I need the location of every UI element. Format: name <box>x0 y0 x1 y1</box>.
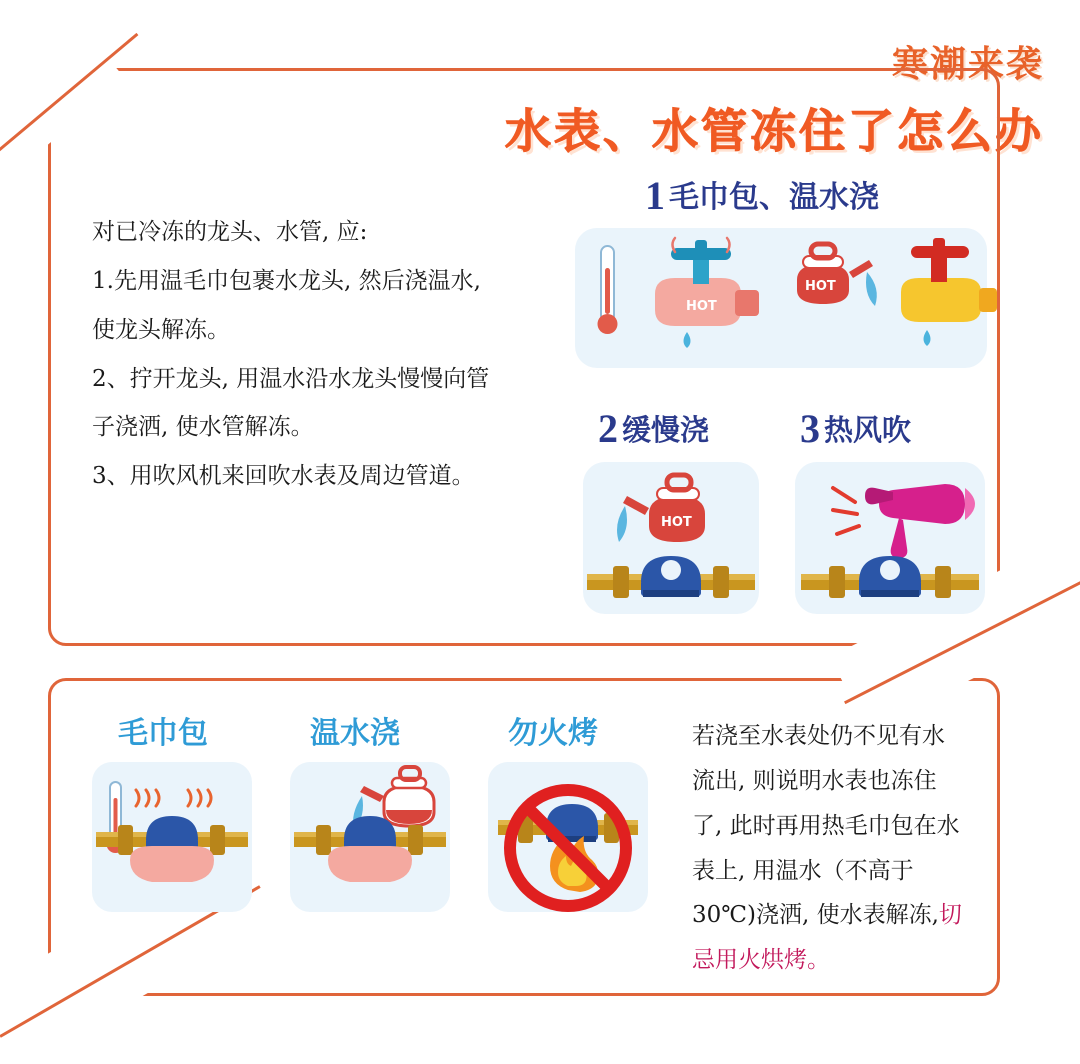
kettle-pour-meter-icon <box>583 462 759 614</box>
step-1-number: 1 <box>645 173 665 218</box>
instructions-line-4: 子浇洒, 使水管解冻。 <box>92 414 314 441</box>
hairdryer-meter-icon <box>795 462 985 614</box>
step-1-illustration <box>575 228 987 368</box>
step-3-number: 3 <box>800 406 820 451</box>
bottom-illustration-towel <box>92 762 252 912</box>
instructions-line-2: 使龙头解冻。 <box>92 316 230 343</box>
step-2-number: 2 <box>598 406 618 451</box>
instructions-block <box>92 210 562 503</box>
bottom-note-line-4: 表上, 用温水（不高于 <box>692 857 914 884</box>
step-3-label: 热风吹 <box>824 413 912 447</box>
bottom-note-line-3: 了, 此时再用热毛巾包在水 <box>692 812 960 839</box>
no-fire-icon <box>488 762 648 912</box>
step-2-illustration <box>583 462 759 614</box>
header-kicker: 寒潮来袭 <box>891 44 1044 85</box>
bottom-note-line-2: 流出, 则说明水表也冻住 <box>692 767 937 794</box>
meter-towel-icon <box>92 762 252 912</box>
instructions-intro: 对已冷冻的龙头、水管, 应: <box>92 219 368 245</box>
step-3-illustration <box>795 462 985 614</box>
svg-text:HOT: HOT <box>661 515 692 530</box>
bottom-note-warning-start: 切 <box>938 902 962 929</box>
faucet-towel-kettle-icon <box>575 228 987 368</box>
step-2-heading <box>598 405 709 452</box>
bottom-illustration-no-fire <box>488 762 648 912</box>
svg-text:HOT: HOT <box>805 279 836 294</box>
bottom-illustration-warm-water <box>290 762 450 912</box>
svg-text:HOT: HOT <box>686 299 717 314</box>
meter-kettle-icon <box>290 762 450 912</box>
bottom-note-warning: 忌用火烘烤。 <box>692 947 830 974</box>
bottom-label-no-fire: 勿火烤 <box>508 716 598 751</box>
instructions-line-1: 1.先用温毛巾包裹水龙头, 然后浇温水, <box>92 267 481 294</box>
step-1-label: 毛巾包、温水浇 <box>669 180 879 215</box>
instructions-line-5: 3、用吹风机来回吹水表及周边管道。 <box>92 463 475 490</box>
page-title: 水表、水管冻住了怎么办 <box>505 104 1044 158</box>
bottom-label-warm-water: 温水浇 <box>310 716 400 751</box>
step-3-heading <box>800 405 911 452</box>
bottom-label-towel: 毛巾包 <box>118 716 208 751</box>
bottom-note-line-5-text: 30℃)浇洒, 使水表解冻, <box>692 902 939 929</box>
instructions-line-3: 2、拧开龙头, 用温水沿水龙头慢慢向管 <box>92 365 490 392</box>
step-1-heading <box>645 172 879 219</box>
step-2-label: 缓慢浇 <box>622 413 710 447</box>
bottom-note-line-5 <box>692 893 992 938</box>
bottom-note <box>692 714 992 983</box>
bottom-note-line-1: 若浇至水表处仍不见有水 <box>692 723 945 749</box>
